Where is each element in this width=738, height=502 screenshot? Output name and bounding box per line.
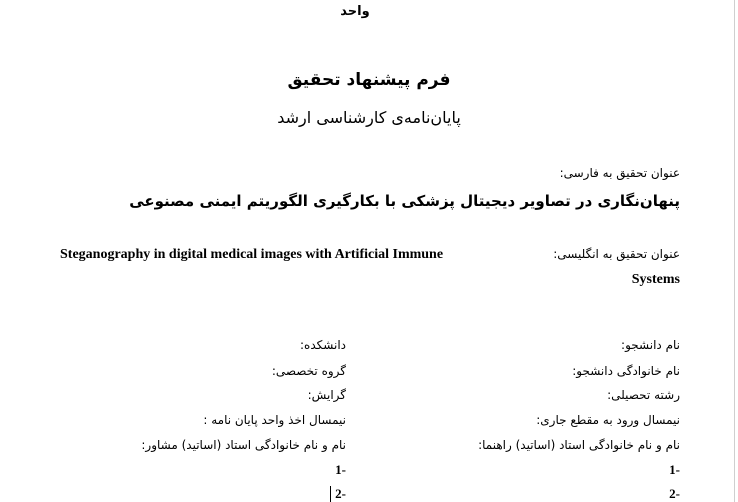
form-subtitle: پایان‌نامه‌ی کارشناسی ارشد [277, 108, 461, 127]
english-title-line1: Steganography in digital medical images with Artificial Immune [60, 247, 444, 262]
advisor-label: نام و نام خانوادگی استاد (اساتید) مشاور: [141, 438, 346, 452]
faculty-label: دانشکده: [300, 338, 346, 352]
entry-semester-label: نیمسال ورود به مقطع جاری: [536, 413, 680, 427]
english-title-line2: Systems [631, 272, 680, 287]
orientation-label: گرایش: [307, 388, 346, 402]
supervisor-label: نام و نام خانوادگی استاد (اساتید) راهنما: [478, 438, 680, 452]
english-title-label: عنوان تحقیق به انگلیسی: [553, 247, 680, 261]
persian-title-label: عنوان تحقیق به فارسی: [559, 166, 680, 180]
text-cursor[interactable] [330, 486, 331, 502]
form-title: فرم پیشنهاد تحقیق [287, 70, 451, 90]
advisor-item-2: 2- [335, 486, 346, 501]
supervisor-item-2: 2- [669, 486, 680, 501]
supervisor-item-1: 1- [669, 462, 680, 477]
field-of-study-label: رشته تحصیلی: [607, 388, 680, 402]
thesis-semester-label: نیمسال اخذ واحد پایان نامه : [203, 413, 346, 427]
student-name-label: نام دانشجو: [621, 338, 680, 352]
advisor-item-1: 1- [335, 462, 346, 477]
student-surname-label: نام خانوادگی دانشجو: [572, 364, 680, 378]
unit-label: واحد [340, 4, 370, 19]
english-title-row [60, 247, 680, 263]
group-label: گروه تخصصی: [271, 364, 346, 378]
persian-title: پنهان‌نگاری در تصاویر دیجیتال پزشکی با بکارگیری الگوریتم ایمنی مصنوعی [129, 192, 680, 210]
